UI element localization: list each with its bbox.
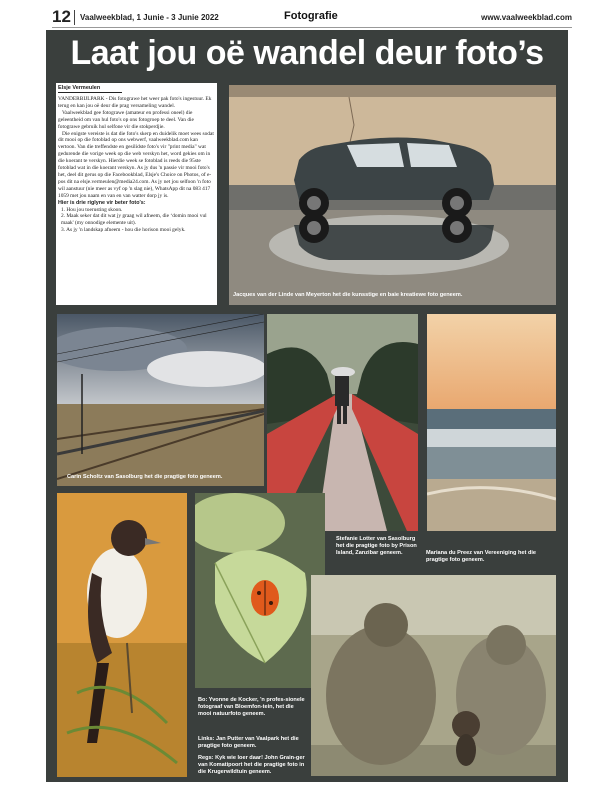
railway-photo-caption: Carin Scholtz van Sasolburg het die pragtige foto geneem.: [67, 474, 223, 480]
leaf-photo: [195, 493, 325, 688]
section-title: Fotografie: [284, 10, 338, 22]
baboon-photo: [311, 575, 556, 776]
tip-item: 1. Hou jou toerusting skoon.: [61, 206, 123, 213]
byline: Elsje Vermeulen: [58, 85, 122, 93]
article-paragraph: Die enigste vereiste is dat die foto's skerp en duidelik moet wees sodat dit mooi op die fotoblad op ons webwerf, vaalweekblad.com kan vertoon. Van die treffendste en gesilidste foto's vir "print media" wat gedurende die vorige week op die web verskyn het, word gekies om in die koerant te verskyn. Hierdie week se fotoblad is reeds die 95ste fotoblad wat in die koerant verskyn. As jy dus 'n passie vir mooi foto's het, deel dit gerus op die Facebookblad, Elsje's Choice on Photos, of e-pos dit na elsje.vermeulen@media24.com. As jy net jou selfoon 'n foto wil aanstuur (nie meer as vyf op 'n slag nie), WhatsApp dit na 083 417 1059 met jou naam en van en van watter dorp jy is.: [58, 130, 214, 199]
tip-item: 2. Maak seker dat dit wat jy graag wil afneem, die ‘domin mooi vul maak' (my onnodige elemente uit).: [61, 213, 207, 227]
sea-photo-caption: Mariana du Preez van Vereeniging het die pragtige foto geneem.: [426, 550, 537, 563]
railway-photo: [57, 314, 264, 486]
bridge-photo-caption: Stefanie Lotter van Sasolburg het die pragtige foto by Prison Island, Zanzibar geneem.: [336, 536, 417, 556]
bird-photo: [57, 493, 187, 777]
article-paragraph: Vaalweekblad gee fotograwe (amateur en professi oneel) die geleentheid om van hul foto's op ons fotogroep te deel. Van die fotograwe gebruik hul selfone vir die stokperdjie.: [58, 109, 194, 130]
article-box: [56, 83, 217, 305]
credit-top: Bo: Yvonne de Kocker, 'n profes-sionele fotograaf van Bloemfon-tein, het die mooi natuurfoto geneem.: [198, 697, 305, 717]
publication-date: Vaalweekblad, 1 Junie - 3 Junie 2022: [80, 13, 219, 22]
header-rule: [52, 27, 572, 28]
credit-right: Regs: Kyk wie loer daar! John Grain-ger van Komatipoort het die pragtige foto in die Krugerwildtuin geneem.: [198, 755, 305, 775]
page-number: 12: [52, 7, 71, 26]
tip-item: 3. As jy 'n landskap afneem - hou die horison mooi gelyk.: [61, 227, 186, 234]
article-body: [58, 96, 215, 234]
credit-left: Links: Jan Putter van Vaalpark het die pragtige foto geneem.: [198, 736, 299, 749]
headline: Laat jou oë wandel deur foto’s: [70, 34, 544, 72]
car-photo: [229, 85, 556, 305]
page-header: [52, 9, 572, 27]
article-paragraph: VANDERBIJLPARK - Dis fotograwe het weer pak foto's ingestuur. Ek terug en kan jou oë deur die prag versameling wandel.: [58, 96, 212, 109]
website-link[interactable]: www.vaalweekblad.com: [481, 13, 572, 22]
sea-photo: [427, 314, 556, 531]
car-photo-caption: Jacques van der Linde van Meyerton het die kunsstige en baie kreatiewe foto geneem.: [233, 292, 463, 298]
tips-heading: Hier is drie riglyne vir beter foto's:: [58, 199, 146, 206]
header-divider: [74, 10, 75, 25]
